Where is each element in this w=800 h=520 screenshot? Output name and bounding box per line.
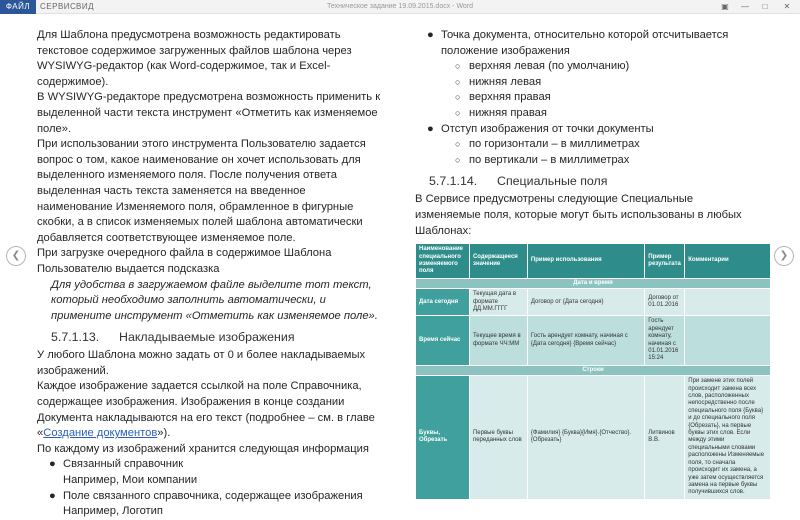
sub-list (415, 59, 760, 121)
paragraph-text: Каждое изображение задается ссылкой на поле Справочника, содержащее изображения. Изображения в конце создании Документа накладываются на его текст (подробнее – см. в главе « (37, 380, 375, 440)
table-row (416, 289, 771, 316)
column-header: Комментарии (685, 244, 771, 279)
hint-note: Для удобства в загружаемом файле выделите тот текст, который необходимо заполнить автоматически, и примените инструмент «Отметить как изменяемое поле». (51, 278, 378, 322)
table-header-row (416, 244, 771, 279)
sub-list-item (415, 153, 760, 169)
sub-list-text: нижняя правая (469, 106, 547, 119)
sub-list-text: по вертикали – в миллиметрах (469, 153, 630, 166)
list-item-title: Отступ изображения от точки документы (441, 122, 654, 135)
paragraph: При загрузке очередного файла в содержимое Шаблона Пользователю выдается подсказка (37, 247, 332, 275)
menu-file[interactable]: ФАЙЛ (0, 0, 36, 14)
sub-list (415, 137, 760, 168)
table-cell: Гость арендует комнату, начиная с 01.01.2016 15:24 (645, 316, 685, 365)
list-item (37, 489, 381, 520)
list-item-example: Например, Мои компании (63, 474, 198, 487)
sub-list-item (415, 59, 760, 75)
table-cell (685, 289, 771, 316)
menu-view[interactable]: ВИД (76, 2, 95, 11)
next-page-button[interactable] (774, 246, 794, 266)
left-page-column (37, 28, 381, 520)
circle-bullet-icon: ○ (455, 107, 461, 118)
paragraph: При использовании этого инструмента Пользователю задается вопрос о том, какое наименование он хочет использовать для выделенного изменяемого поля. После получения ответа выделенная часть текста заменяется на введенное наименование Изменяемого поля, обрамленное в фигурные скобки, а в список изменяемых полей шаблона автоматически добавляется соответствующее изменяемое поле. (37, 138, 366, 244)
bullet-icon: ● (49, 489, 56, 502)
table-cell: Текущая дата в формате ДД.ММ.ГГГГ (469, 289, 527, 316)
previous-page-button[interactable] (6, 246, 26, 266)
minimize-icon[interactable]: — (741, 2, 749, 11)
paragraph: У любого Шаблона можно задать от 0 и более накладываемых изображений. (37, 349, 366, 377)
sub-list-text: по горизонтали – в миллиметрах (469, 138, 640, 151)
bullet-icon: ● (427, 122, 434, 135)
table-cell: Первые буквы переданных слов (469, 376, 527, 500)
display-settings-icon[interactable]: ▣ (721, 2, 729, 11)
menu-service[interactable]: СЕРВИС (40, 2, 77, 11)
sub-list-item (415, 106, 760, 122)
section-title: Накладываемые изображения (119, 330, 295, 345)
list-item-title: Поле связанного справочника, содержащее изображения (63, 489, 363, 502)
column-header: Наименование специального изменяемого поля (416, 244, 470, 279)
sub-list-item (415, 75, 760, 91)
group-label: Дата и время (416, 278, 771, 288)
table-cell: Гость арендует комнату, начиная с {Дата сегодня} {Время сейчас} (527, 316, 644, 365)
circle-bullet-icon: ○ (455, 92, 461, 103)
title-bar (0, 0, 800, 14)
sub-list-item (415, 137, 760, 153)
section-number: 5.7.1.13. (51, 330, 100, 345)
table-cell: Литвинов В.В. (645, 376, 685, 500)
table-cell: Договор от {Дата сегодня} (527, 289, 644, 316)
table-cell: Договор от 01.01.2016 (645, 289, 685, 316)
window-title: Техническое задание 19.09.2015.docx - Word (326, 3, 474, 10)
list-item (415, 122, 760, 138)
paragraph: В WYSIWYG-редакторе предусмотрена возможность применить к выделенной части текста инструмент «Отметить как изменяемое поле». (37, 91, 381, 135)
table-cell: Текущее время в формате ЧЧ:ММ (469, 316, 527, 365)
bullet-icon: ● (49, 458, 56, 471)
circle-bullet-icon: ○ (455, 76, 461, 87)
paragraph: В Сервисе предусмотрены следующие Специальные изменяемые поля, которые могут быть использованы в любых Шаблонах: (415, 193, 742, 237)
info-list (415, 28, 760, 59)
table-row (416, 376, 771, 500)
maximize-icon[interactable]: □ (762, 2, 768, 11)
info-list (415, 122, 760, 138)
bullet-icon: ● (427, 29, 434, 41)
section-number: 5.7.1.14. (429, 174, 478, 189)
paragraph (37, 379, 381, 441)
circle-bullet-icon: ○ (455, 154, 461, 165)
list-item-title: Связанный справочник (63, 458, 184, 471)
list-item-example: Например, Логотип (63, 505, 163, 518)
table-cell (685, 316, 771, 365)
column-header: Пример результата (645, 244, 685, 279)
chevron-left-icon: ❮ (11, 250, 21, 261)
column-header: Содержащееся значение (469, 244, 527, 279)
group-label: Строки (416, 365, 771, 375)
list-item (37, 457, 381, 488)
close-icon[interactable]: ✕ (783, 2, 791, 11)
column-header: Пример использования (527, 244, 644, 279)
circle-bullet-icon: ○ (455, 61, 461, 72)
table-cell: {Фамилия} {Буква}{Имя}.{Отчество}.{Обрезать} (527, 376, 644, 500)
sub-list-text: верхняя левая (по умолчанию) (469, 60, 630, 73)
chapter-link[interactable]: Создание документов (43, 427, 158, 440)
table-cell: Дата сегодня (416, 289, 470, 316)
table-cell: Буквы, Обрезать (416, 376, 470, 500)
list-item (415, 28, 760, 59)
table-cell: Время сейчас (416, 316, 470, 365)
paragraph: Для Шаблона предусмотрена возможность редактировать текстовое содержимое загруженных файлов шаблона через WYSIWYG-редактор (как Word-содержимое, так и Excel-содержимое). (37, 29, 352, 88)
special-fields-table (415, 243, 771, 500)
table-cell: При замене этих полей происходит замена всех слов, расположенных непосредственно после специального поля {Буква} и до специального поля {Обрезать}, на первые буквы этих слов. Если между этими специальными словами расположены Изменяемые поля, то сначала происходит их замена, а уже затем осуществляется замена на первые буквы получившихся слов. (685, 376, 771, 500)
section-heading (51, 329, 381, 345)
table-row (416, 316, 771, 365)
right-page-column (415, 28, 765, 500)
chevron-right-icon: ❯ (779, 250, 789, 261)
sub-list-text: нижняя левая (469, 75, 542, 88)
list-item-title: Точка документа, относительно которой отсчитывается положение изображения (441, 29, 729, 57)
table-group-row (416, 278, 771, 288)
info-list (37, 457, 381, 519)
sub-list-item (415, 90, 760, 106)
table-group-row (416, 365, 771, 375)
paragraph-text: »). (157, 427, 171, 440)
paragraph: По каждому из изображений хранится следующая информация (37, 442, 369, 455)
section-heading (429, 173, 760, 189)
section-title: Специальные поля (497, 174, 608, 189)
sub-list-text: верхняя правая (469, 91, 551, 104)
circle-bullet-icon: ○ (455, 139, 461, 150)
